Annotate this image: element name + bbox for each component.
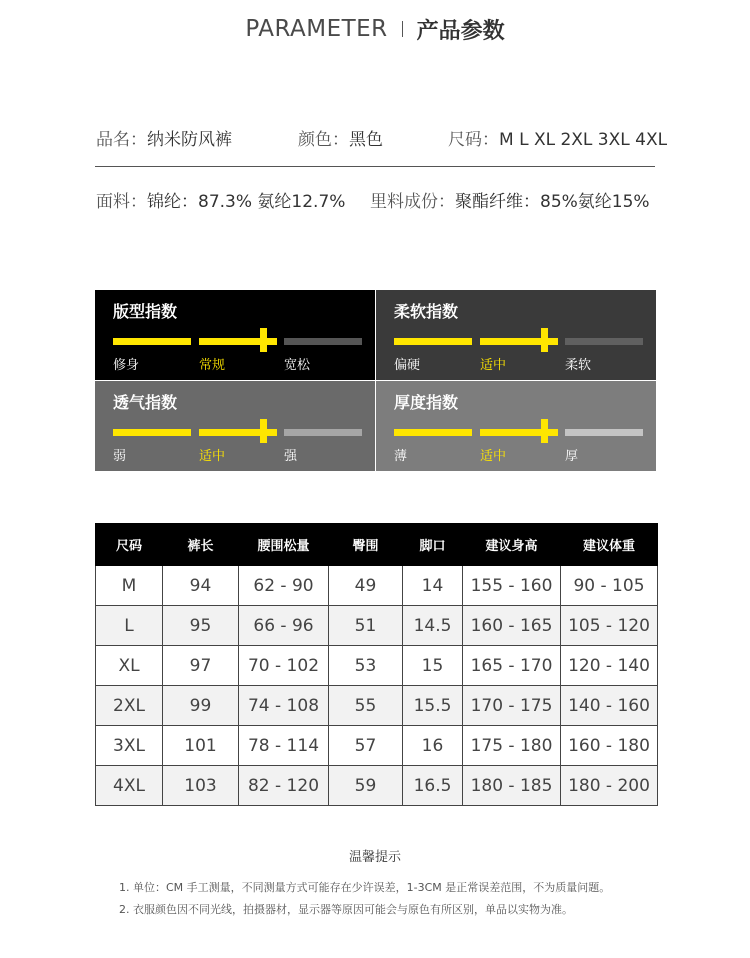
table-cell: 66 - 96	[239, 606, 329, 646]
title-en: PARAMETER	[245, 16, 388, 42]
index-bar-segment	[113, 429, 191, 436]
index-marker	[260, 328, 267, 352]
index-label: 柔软	[565, 358, 592, 373]
table-cell: 170 - 175	[463, 686, 561, 726]
notes-title: 温馨提示	[348, 850, 401, 865]
index-label: 强	[284, 449, 298, 464]
table-cell: 70 - 102	[239, 646, 329, 686]
table-cell: 101	[163, 726, 239, 766]
breathability-index-panel	[95, 381, 375, 471]
column-header: 臀围	[329, 524, 403, 566]
product-lining-value: 聚酯纤维：85%氨纶15%	[455, 192, 650, 212]
thickness-index-panel	[376, 381, 656, 471]
table-cell: 105 - 120	[561, 606, 658, 646]
column-header: 建议体重	[561, 524, 658, 566]
index-label-selected: 适中	[199, 449, 226, 464]
column-header: 脚口	[403, 524, 463, 566]
index-bar-segment	[394, 338, 472, 345]
table-cell: 4XL	[96, 766, 163, 806]
table-cell: 94	[163, 566, 239, 606]
index-bar-segment	[565, 338, 643, 345]
table-cell: 180 - 200	[561, 766, 658, 806]
table-cell: 82 - 120	[239, 766, 329, 806]
product-color-label: 颜色：	[298, 130, 349, 150]
table-cell: 165 - 170	[463, 646, 561, 686]
table-cell: 103	[163, 766, 239, 806]
index-bar-segment	[284, 338, 362, 345]
table-row	[96, 606, 658, 646]
column-header: 腰围松量	[239, 524, 329, 566]
table-row	[96, 566, 658, 606]
index-marker	[260, 419, 267, 443]
table-cell: 99	[163, 686, 239, 726]
table-cell: 57	[329, 726, 403, 766]
table-cell: 59	[329, 766, 403, 806]
product-fabric	[96, 187, 345, 212]
table-cell: 160 - 165	[463, 606, 561, 646]
table-cell: 15	[403, 646, 463, 686]
table-cell: 2XL	[96, 686, 163, 726]
table-cell: 14	[403, 566, 463, 606]
table-cell: 78 - 114	[239, 726, 329, 766]
table-cell: 51	[329, 606, 403, 646]
table-row	[96, 686, 658, 726]
table-cell: 97	[163, 646, 239, 686]
index-bar-segment	[284, 429, 362, 436]
index-label: 厚	[565, 449, 579, 464]
index-label: 薄	[394, 449, 408, 464]
index-label-selected: 适中	[480, 449, 507, 464]
table-cell: 90 - 105	[561, 566, 658, 606]
product-sizes	[448, 125, 667, 150]
product-fabric-label: 面料：	[96, 192, 147, 212]
table-cell: 62 - 90	[239, 566, 329, 606]
note-item: 2. 衣服颜色因不同光线，拍摄器材，显示器等原因可能会与原色有所区别，单品以实物为准。	[119, 903, 573, 916]
index-marker	[541, 328, 548, 352]
table-cell: 180 - 185	[463, 766, 561, 806]
product-name-label: 品名：	[96, 130, 147, 150]
product-sizes-label: 尺码：	[448, 130, 499, 150]
index-label: 修身	[113, 358, 140, 373]
fit-index-panel	[95, 290, 375, 380]
table-cell: 74 - 108	[239, 686, 329, 726]
product-color-value: 黑色	[349, 130, 383, 150]
product-color	[298, 125, 383, 150]
index-bar-segment	[394, 429, 472, 436]
product-lining-label: 里料成份：	[370, 192, 455, 212]
index-label-selected: 常规	[199, 358, 226, 373]
table-cell: 3XL	[96, 726, 163, 766]
index-title: 版型指数	[113, 302, 178, 321]
column-header: 裤长	[163, 524, 239, 566]
table-cell: 16.5	[403, 766, 463, 806]
table-cell: 95	[163, 606, 239, 646]
softness-index-panel	[376, 290, 656, 380]
index-bar-segment	[113, 338, 191, 345]
product-fabric-value: 锦纶：87.3% 氨纶12.7%	[147, 192, 346, 212]
table-cell: 49	[329, 566, 403, 606]
title-separator	[402, 21, 403, 37]
size-table-header	[96, 524, 658, 566]
index-label: 弱	[113, 449, 127, 464]
table-row	[96, 726, 658, 766]
index-title: 柔软指数	[394, 302, 459, 321]
index-title: 透气指数	[113, 393, 178, 412]
table-cell: 55	[329, 686, 403, 726]
table-cell: 175 - 180	[463, 726, 561, 766]
title-zh: 产品参数	[416, 18, 505, 44]
product-lining	[370, 187, 650, 212]
size-table	[95, 523, 658, 806]
index-label-selected: 适中	[480, 358, 507, 373]
page-header	[0, 12, 750, 46]
table-cell: 15.5	[403, 686, 463, 726]
table-cell: 120 - 140	[561, 646, 658, 686]
product-name	[96, 125, 232, 150]
table-row	[96, 646, 658, 686]
table-cell: 160 - 180	[561, 726, 658, 766]
table-cell: 14.5	[403, 606, 463, 646]
note-item: 1. 单位：CM 手工测量，不同测量方式可能存在少许误差，1-3CM 是正常误差范围，不为质量问题。	[119, 881, 611, 894]
index-title: 厚度指数	[394, 393, 459, 412]
table-cell: 140 - 160	[561, 686, 658, 726]
table-cell: 53	[329, 646, 403, 686]
info-divider	[95, 166, 655, 167]
column-header: 建议身高	[463, 524, 561, 566]
table-cell: 16	[403, 726, 463, 766]
product-name-value: 纳米防风裤	[147, 130, 232, 150]
table-row	[96, 766, 658, 806]
table-cell: M	[96, 566, 163, 606]
index-marker	[541, 419, 548, 443]
index-bar-segment	[565, 429, 643, 436]
table-cell: 155 - 160	[463, 566, 561, 606]
index-label: 宽松	[284, 358, 311, 373]
table-cell: L	[96, 606, 163, 646]
index-label: 偏硬	[394, 358, 421, 373]
column-header: 尺码	[96, 524, 163, 566]
table-cell: XL	[96, 646, 163, 686]
product-sizes-value: M L XL 2XL 3XL 4XL	[499, 130, 668, 150]
